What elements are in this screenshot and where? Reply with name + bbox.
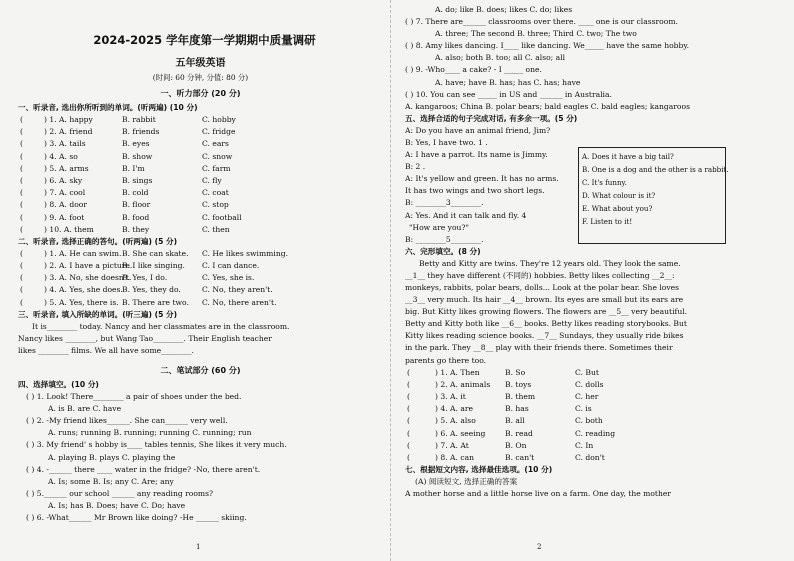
q7-heading: 七、根据短文内容, 选择最佳选项。(10 分) xyxy=(405,465,553,475)
choice-text: B. I'm xyxy=(122,163,145,173)
choice-row xyxy=(405,391,784,403)
choice-text: ) 10. A. them xyxy=(44,224,94,234)
cloze-passage-line: Betty and Kitty both like __6__ books. Betty likes reading storybooks. But xyxy=(405,319,687,329)
choice-text: ) 1. A. He can swim. xyxy=(44,248,122,258)
choice-text: ) 5. A. Yes, there is. xyxy=(44,297,119,307)
choice-row xyxy=(18,151,383,163)
dialogue-option: D. What colour is it? xyxy=(582,191,656,200)
q4-line: ( ) 2. -My friend likes______. She can______ very well. xyxy=(26,416,228,426)
choice-text: B. toys xyxy=(505,379,532,389)
answer-bracket: ( xyxy=(20,127,23,137)
dialogue-option: E. What about you? xyxy=(582,204,653,213)
choice-text: C. farm xyxy=(202,163,231,173)
choice-text: C. He likes swimming. xyxy=(202,248,288,258)
choice-row xyxy=(18,199,383,211)
q2-list xyxy=(18,248,383,309)
choice-row xyxy=(18,272,383,284)
q4-line: ( ) 9. -Who____ a cake? - I _____ one. xyxy=(405,65,542,75)
choice-text: C. No, there aren't. xyxy=(202,297,277,307)
exam-title: 2024-2025 学年度第一学期期中质量调研 xyxy=(93,33,316,47)
choice-text: ) 6. A. sky xyxy=(44,175,83,185)
answer-bracket: ( xyxy=(20,151,23,161)
dialogue-line: B: 2 . xyxy=(405,162,426,172)
choice-row xyxy=(18,260,383,272)
choice-row xyxy=(18,212,383,224)
choice-row xyxy=(405,428,784,440)
q6-heading: 六、完形填空。(8 分) xyxy=(405,246,481,256)
choice-text: B. There are two. xyxy=(122,297,189,307)
choice-text: ) 6. A. seeing xyxy=(435,428,486,438)
q3-line: It is________ today. Nancy and her classmates are in the classroom. xyxy=(32,321,290,331)
choice-text: B. has xyxy=(505,404,529,414)
dialogue-option: F. Listen to it! xyxy=(582,217,633,226)
q1-list xyxy=(18,114,383,236)
choice-row xyxy=(18,126,383,138)
choice-text: B. On xyxy=(505,440,527,450)
choice-text: C. hobby xyxy=(202,115,236,124)
dialogue-line: A: It's yellow and green. It has no arms. xyxy=(405,174,559,184)
choice-text: ) 4. A. are xyxy=(435,404,473,414)
answer-bracket: ( xyxy=(407,416,410,426)
choice-text: ) 3. A. it xyxy=(435,392,466,401)
choice-text: ) 2. A. animals xyxy=(435,379,491,389)
q4-line: ( ) 8. Amy likes dancing. I____ like dancing. We_____ have the same hobby. xyxy=(405,41,690,51)
choice-text: ) 3. A. tails xyxy=(44,139,86,149)
choice-text: ) 2. A. friend xyxy=(44,127,93,137)
choice-text: C. snow xyxy=(202,151,233,161)
q1-heading: 一、听录音, 选出你所听到的单词。(听两遍) (10 分) xyxy=(18,103,198,112)
choice-text: ) 1. A. happy xyxy=(44,115,93,124)
choice-text: C. reading xyxy=(575,428,616,438)
q4-options: A. Is; has B. Does; have C. Do; have xyxy=(48,500,186,510)
choice-row xyxy=(18,187,383,199)
choice-text: ) 4. A. Yes, she does. xyxy=(44,285,123,295)
q4-line: ( ) 4. -______ there ____ water in the fridge? -No, there aren't. xyxy=(26,464,261,474)
answer-bracket: ( xyxy=(20,200,23,210)
choice-text: C. No, they aren't. xyxy=(202,285,273,295)
choice-text: ) 5. A. arms xyxy=(44,163,89,173)
choice-text: ) 7. A. At xyxy=(435,440,469,450)
answer-bracket: ( xyxy=(20,139,23,149)
q4-line: ( ) 3. My friend' s hobby is____ tables tennis, She likes it very much. xyxy=(26,440,287,450)
answer-bracket: ( xyxy=(20,248,23,258)
choice-row xyxy=(405,415,784,427)
choice-text: C. fridge xyxy=(202,127,236,137)
cloze-passage-line: Betty and Kitty are twins. They're 12 years old. They look the same. xyxy=(419,258,681,268)
cloze-passage-line: parents go there too. xyxy=(405,355,487,365)
q4-line: ( ) 7. There are______ classrooms over there. ____ one is our classroom. xyxy=(405,17,678,27)
answer-bracket: ( xyxy=(20,212,23,222)
exam-time-score: (时间: 60 分钟, 分值: 80 分) xyxy=(152,73,249,82)
answer-bracket: ( xyxy=(20,163,23,173)
answer-bracket: ( xyxy=(407,440,410,450)
choice-text: B. all xyxy=(505,416,525,426)
choice-row xyxy=(405,367,784,379)
answer-bracket: ( xyxy=(20,273,23,283)
q6-list xyxy=(405,367,784,465)
q4-options: A. Is; some B. Is; any C. Are; any xyxy=(48,476,174,486)
choice-row xyxy=(18,284,383,296)
q3-line: likes ________ films. We all have some________. xyxy=(18,346,194,355)
q4-options: A. playing B. plays C. playing the xyxy=(48,452,176,462)
choice-row xyxy=(18,163,383,175)
cloze-passage-line: __3__ very much. Its hair __4__ brown. Its eyes are small but its ears are xyxy=(405,295,684,305)
q4-line: ( ) 10. You can see _____ in US and ______ in Australia. xyxy=(405,89,612,99)
choice-text: B. She can skate. xyxy=(122,248,189,258)
listening-section-title: 一、听力部分 (20 分) xyxy=(160,89,241,98)
choice-text: C. don't xyxy=(575,452,605,462)
choice-text: B. So xyxy=(505,367,526,377)
choice-text: C. is xyxy=(575,404,592,414)
choice-row xyxy=(18,224,383,236)
dialogue-options-box xyxy=(578,147,729,244)
choice-text: C. football xyxy=(202,212,242,222)
answer-bracket: ( xyxy=(407,379,410,389)
choice-row xyxy=(18,114,383,126)
answer-bracket: ( xyxy=(20,261,23,271)
choice-text: B. Yes, I do. xyxy=(122,273,168,283)
choice-text: B. sings xyxy=(122,175,153,185)
cloze-passage-line: monkeys, rabbits, polar bears, dolls... Look at the polar bear. She loves xyxy=(405,282,680,292)
page-number: 1 xyxy=(196,543,201,551)
choice-text: C. fly xyxy=(202,175,222,185)
q4-line: ( ) 5.______ our school ______ any reading rooms? xyxy=(26,488,214,498)
q4-options: A. also; both B. too; all C. also; all xyxy=(435,53,566,63)
page-number: 2 xyxy=(537,543,542,551)
dialogue-option: C. It's funny. xyxy=(582,178,627,187)
choice-text: B. them xyxy=(505,392,536,401)
choice-text: B. eyes xyxy=(122,139,150,149)
choice-text: C. both xyxy=(575,416,603,426)
answer-bracket: ( xyxy=(20,224,23,234)
q4-options: A. three; The second B. three; Third C. two; The two xyxy=(435,29,637,39)
choice-row xyxy=(405,403,784,415)
q7-subheading: (A) 阅读短文, 选择正确的答案 xyxy=(415,477,518,487)
q4-options: A. kangaroos; China B. polar bears; bald eagles C. bald eagles; kangaroos xyxy=(405,101,690,111)
q4-heading: 四、选择填空。(10 分) xyxy=(18,380,99,390)
choice-text: C. her xyxy=(575,392,599,401)
choice-text: B. rabbit xyxy=(122,115,156,124)
choice-text: B. I like singing. xyxy=(122,261,185,271)
q3-line: Nancy likes ________, but Wang Tao________. Their English teacher xyxy=(18,333,272,343)
choice-text: B. cold xyxy=(122,188,149,198)
dialogue-line: B: ________5________. xyxy=(405,234,484,244)
choice-row xyxy=(18,138,383,150)
reading-passage-line: A mother horse and a little horse live on a farm. One day, the mother xyxy=(405,489,671,499)
q4-options: A. have; have B. has; has C. has; have xyxy=(435,77,581,87)
dialogue-line: A: I have a parrot. Its name is Jimmy. xyxy=(405,150,548,160)
choice-text: B. read xyxy=(505,428,533,438)
q4-options: A. is B. are C. have xyxy=(48,404,122,414)
choice-text: C. ears xyxy=(202,139,229,149)
choice-text: ) 2. A. I have a picture. xyxy=(44,261,133,271)
choice-text: ) 5. A. also xyxy=(435,416,476,426)
choice-text: C. coat xyxy=(202,188,229,198)
choice-text: B. show xyxy=(122,151,153,161)
q4-options: A. do; like B. does; likes C. do; likes xyxy=(435,5,573,14)
dialogue-line: B: ________3________. xyxy=(405,198,484,208)
answer-bracket: ( xyxy=(20,188,23,198)
choice-text: B. food xyxy=(122,212,150,222)
choice-row xyxy=(18,297,383,309)
answer-bracket: ( xyxy=(407,367,410,377)
dialogue-option: A. Does it have a big tail? xyxy=(582,152,674,161)
cloze-passage-line: in the park. They __8__ play with their friends there. Sometimes their xyxy=(405,343,673,353)
cloze-passage-line: Kitty likes reading science books. __7__ Sundays, they usually ride bikes xyxy=(405,331,684,341)
q3-heading: 三、听录音, 填入所缺的单词。(听三遍) (5 分) xyxy=(18,309,178,319)
answer-bracket: ( xyxy=(407,428,410,438)
choice-row xyxy=(18,175,383,187)
choice-text: C. stop xyxy=(202,200,229,210)
choice-text: B. they xyxy=(122,224,150,234)
exam-page-2 xyxy=(397,0,794,561)
exam-subtitle: 五年级英语 xyxy=(175,58,226,69)
choice-text: C. dolls xyxy=(575,379,604,389)
choice-text: C. But xyxy=(575,367,599,377)
choice-text: ) 9. A. foot xyxy=(44,212,85,222)
q4-line: ( ) 1. Look! There________ a pair of shoes under the bed. xyxy=(26,392,242,402)
cloze-passage-line: __1__ they have different (不同的) hobbies. Betty likes collecting __2__: xyxy=(405,270,675,280)
choice-text: C. then xyxy=(202,224,230,234)
choice-text: B. friends xyxy=(122,127,160,137)
choice-row xyxy=(405,379,784,391)
choice-row xyxy=(18,248,383,260)
choice-text: C. Yes, she is. xyxy=(202,273,255,283)
choice-text: C. In xyxy=(575,440,594,450)
choice-text: B. Yes, they do. xyxy=(122,285,181,295)
answer-bracket: ( xyxy=(20,297,23,307)
q4-line: ( ) 6. -What______ Mr Brown like doing? -He ______ skiing. xyxy=(26,513,247,523)
q5-heading: 五、选择合适的句子完成对话, 有多余一项。(5 分) xyxy=(405,113,578,123)
choice-text: ) 8. A. can xyxy=(435,452,475,462)
choice-text: ) 7. A. cool xyxy=(44,188,86,198)
dialogue-line: B: Yes, I have two. 1 . xyxy=(405,137,488,147)
choice-text: B. floor xyxy=(122,200,151,210)
dialogue-line: A: Do you have an animal friend, Jim? xyxy=(405,125,551,135)
writing-section-title: 二、笔试部分 (60 分) xyxy=(160,366,241,376)
cloze-passage-line: big. But Kitty likes growing flowers. The flowers are __5__ very beautiful. xyxy=(405,307,688,317)
dialogue-line: "How are you?" xyxy=(409,222,469,232)
dialogue-line: It has two wings and two short legs. xyxy=(405,186,545,196)
choice-text: ) 8. A. door xyxy=(44,200,87,210)
dialogue-option: B. One is a dog and the other is a rabbit. xyxy=(582,165,729,174)
choice-text: ) 4. A. so xyxy=(44,151,78,161)
q2-heading: 二、听录音, 选择正确的答句。(听两遍) (5 分) xyxy=(18,236,178,246)
answer-bracket: ( xyxy=(407,392,410,401)
choice-text: C. I can dance. xyxy=(202,261,260,271)
answer-bracket: ( xyxy=(20,115,23,124)
choice-text: B. can't xyxy=(505,452,535,462)
answer-bracket: ( xyxy=(20,285,23,295)
answer-bracket: ( xyxy=(407,452,410,462)
answer-bracket: ( xyxy=(20,175,23,185)
dialogue-line: A: Yes. And it can talk and fly. 4 xyxy=(405,210,527,220)
answer-bracket: ( xyxy=(407,404,410,414)
q4-options: A. runs; running B. running; running C. running; run xyxy=(48,428,252,438)
choice-row xyxy=(405,452,784,464)
choice-text: ) 3. A. No, she doesn't. xyxy=(44,273,132,283)
choice-text: ) 1. A. Then xyxy=(435,367,480,377)
choice-row xyxy=(405,440,784,452)
